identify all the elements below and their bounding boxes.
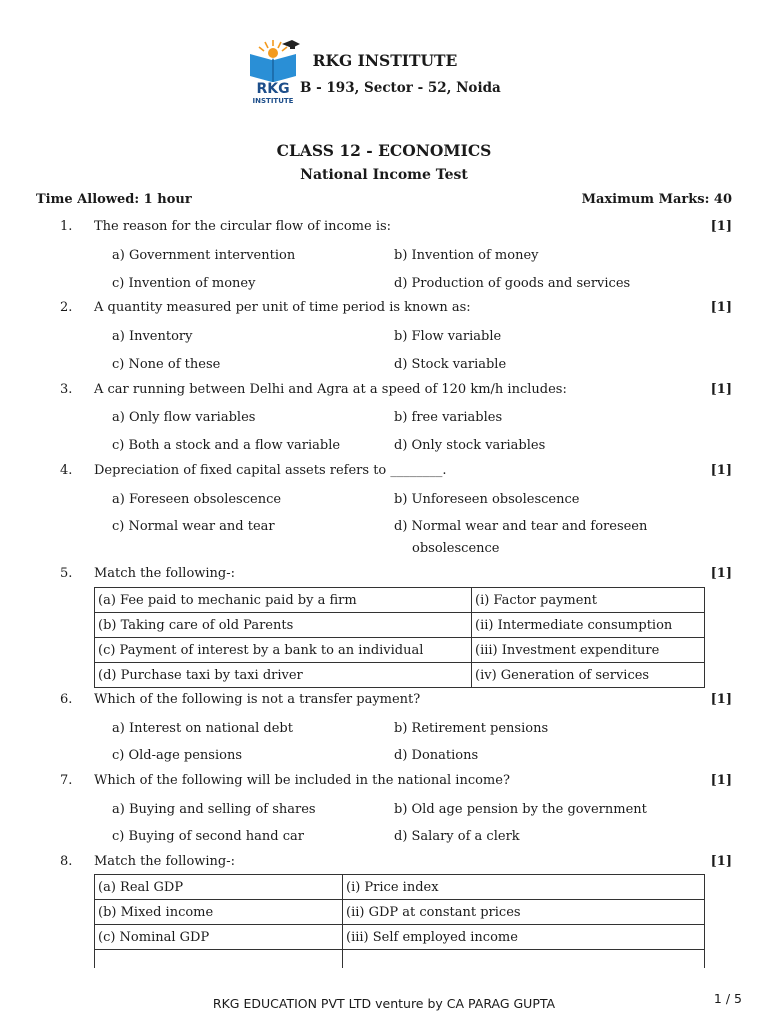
option-a: a) Interest on national debt xyxy=(112,721,293,736)
option-c: c) Old-age pensions xyxy=(112,748,242,763)
table-cell: (iii) Self employed income xyxy=(343,925,705,950)
question-marks: [1] xyxy=(710,219,732,234)
option-b: b) Retirement pensions xyxy=(394,721,549,736)
option-b: b) Flow variable xyxy=(394,329,502,344)
table-cell: (c) Payment of interest by a bank to an individual xyxy=(95,638,472,663)
option-a: a) Inventory xyxy=(112,329,193,344)
table-cell: (b) Mixed income xyxy=(95,900,343,925)
question-text: A car running between Delhi and Agra at a speed of 120 km/h includes: xyxy=(94,382,567,397)
option-c: c) Buying of second hand car xyxy=(112,829,305,844)
match-table xyxy=(94,874,705,968)
option-b: b) free variables xyxy=(394,410,503,425)
table-cell xyxy=(343,950,705,969)
option-a: a) Foreseen obsolescence xyxy=(112,492,282,507)
option-d: d) Production of goods and services xyxy=(394,276,631,291)
maximum-marks: Maximum Marks: 40 xyxy=(581,192,732,207)
table-cell: (iv) Generation of services xyxy=(472,663,705,688)
question-number: 4. xyxy=(60,463,73,478)
table-row xyxy=(95,588,705,613)
option-d: d) Normal wear and tear and foreseen xyxy=(394,519,648,534)
option-b: b) Old age pension by the government xyxy=(394,802,647,817)
match-table xyxy=(94,587,705,688)
question-number: 8. xyxy=(60,854,73,869)
page-footer: RKG EDUCATION PVT LTD venture by CA PARAG GUPTA xyxy=(212,996,556,1011)
option-d-continued: obsolescence xyxy=(412,541,500,556)
logo-subtext: INSTITUTE xyxy=(252,97,294,105)
table-cell xyxy=(95,950,343,969)
table-row xyxy=(95,950,705,969)
question-number: 1. xyxy=(60,219,73,234)
question-marks: [1] xyxy=(710,692,732,707)
table-cell: (i) Price index xyxy=(343,875,705,900)
time-allowed: Time Allowed: 1 hour xyxy=(36,192,192,207)
option-a: a) Government intervention xyxy=(112,248,296,263)
question-marks: [1] xyxy=(710,382,732,397)
option-a: a) Only flow variables xyxy=(112,410,256,425)
table-cell: (ii) Intermediate consumption xyxy=(472,613,705,638)
question-number: 5. xyxy=(60,566,73,581)
table-cell: (ii) GDP at constant prices xyxy=(343,900,705,925)
table-cell: (a) Fee paid to mechanic paid by a firm xyxy=(95,588,472,613)
question-marks: [1] xyxy=(710,566,732,581)
table-row xyxy=(95,875,705,900)
question-marks: [1] xyxy=(710,773,732,788)
page-title: CLASS 12 - ECONOMICS xyxy=(276,141,492,160)
question-text: Which of the following will be included in the national income? xyxy=(94,773,510,788)
table-cell: (b) Taking care of old Parents xyxy=(95,613,472,638)
table-cell: (d) Purchase taxi by taxi driver xyxy=(95,663,472,688)
option-d: d) Donations xyxy=(394,748,479,763)
question-marks: [1] xyxy=(710,300,732,315)
table-cell: (i) Factor payment xyxy=(472,588,705,613)
question-text: A quantity measured per unit of time period is known as: xyxy=(94,300,471,315)
question-text: The reason for the circular flow of income is: xyxy=(94,219,392,234)
question-number: 3. xyxy=(60,382,73,397)
question-text: Match the following-: xyxy=(94,854,236,869)
table-cell: (iii) Investment expenditure xyxy=(472,638,705,663)
question-marks: [1] xyxy=(710,854,732,869)
question-marks: [1] xyxy=(710,463,732,478)
option-c: c) None of these xyxy=(112,357,221,372)
option-b: b) Unforeseen obsolescence xyxy=(394,492,580,507)
table-row xyxy=(95,663,705,688)
question-text: Depreciation of fixed capital assets refers to ________. xyxy=(94,463,447,478)
question-number: 2. xyxy=(60,300,73,315)
table-cell: (a) Real GDP xyxy=(95,875,343,900)
table-row xyxy=(95,638,705,663)
table-row xyxy=(95,613,705,638)
option-c: c) Normal wear and tear xyxy=(112,519,275,534)
option-d: d) Only stock variables xyxy=(394,438,546,453)
table-cell: (c) Nominal GDP xyxy=(95,925,343,950)
institute-logo xyxy=(246,38,300,112)
table-row xyxy=(95,925,705,950)
option-b: b) Invention of money xyxy=(394,248,539,263)
logo-text: RKG xyxy=(256,81,290,97)
institute-address: B - 193, Sector - 52, Noida xyxy=(300,80,501,96)
option-d: d) Stock variable xyxy=(394,357,507,372)
option-a: a) Buying and selling of shares xyxy=(112,802,316,817)
institute-name: RKG INSTITUTE xyxy=(312,51,458,70)
page-number: 1 / 5 xyxy=(713,991,742,1006)
option-c: c) Both a stock and a flow variable xyxy=(112,438,341,453)
question-text: Match the following-: xyxy=(94,566,236,581)
option-d: d) Salary of a clerk xyxy=(394,829,520,844)
option-c: c) Invention of money xyxy=(112,276,256,291)
question-text: Which of the following is not a transfer payment? xyxy=(94,692,421,707)
table-row xyxy=(95,900,705,925)
page-subtitle: National Income Test xyxy=(300,167,468,183)
question-number: 7. xyxy=(60,773,73,788)
question-number: 6. xyxy=(60,692,73,707)
